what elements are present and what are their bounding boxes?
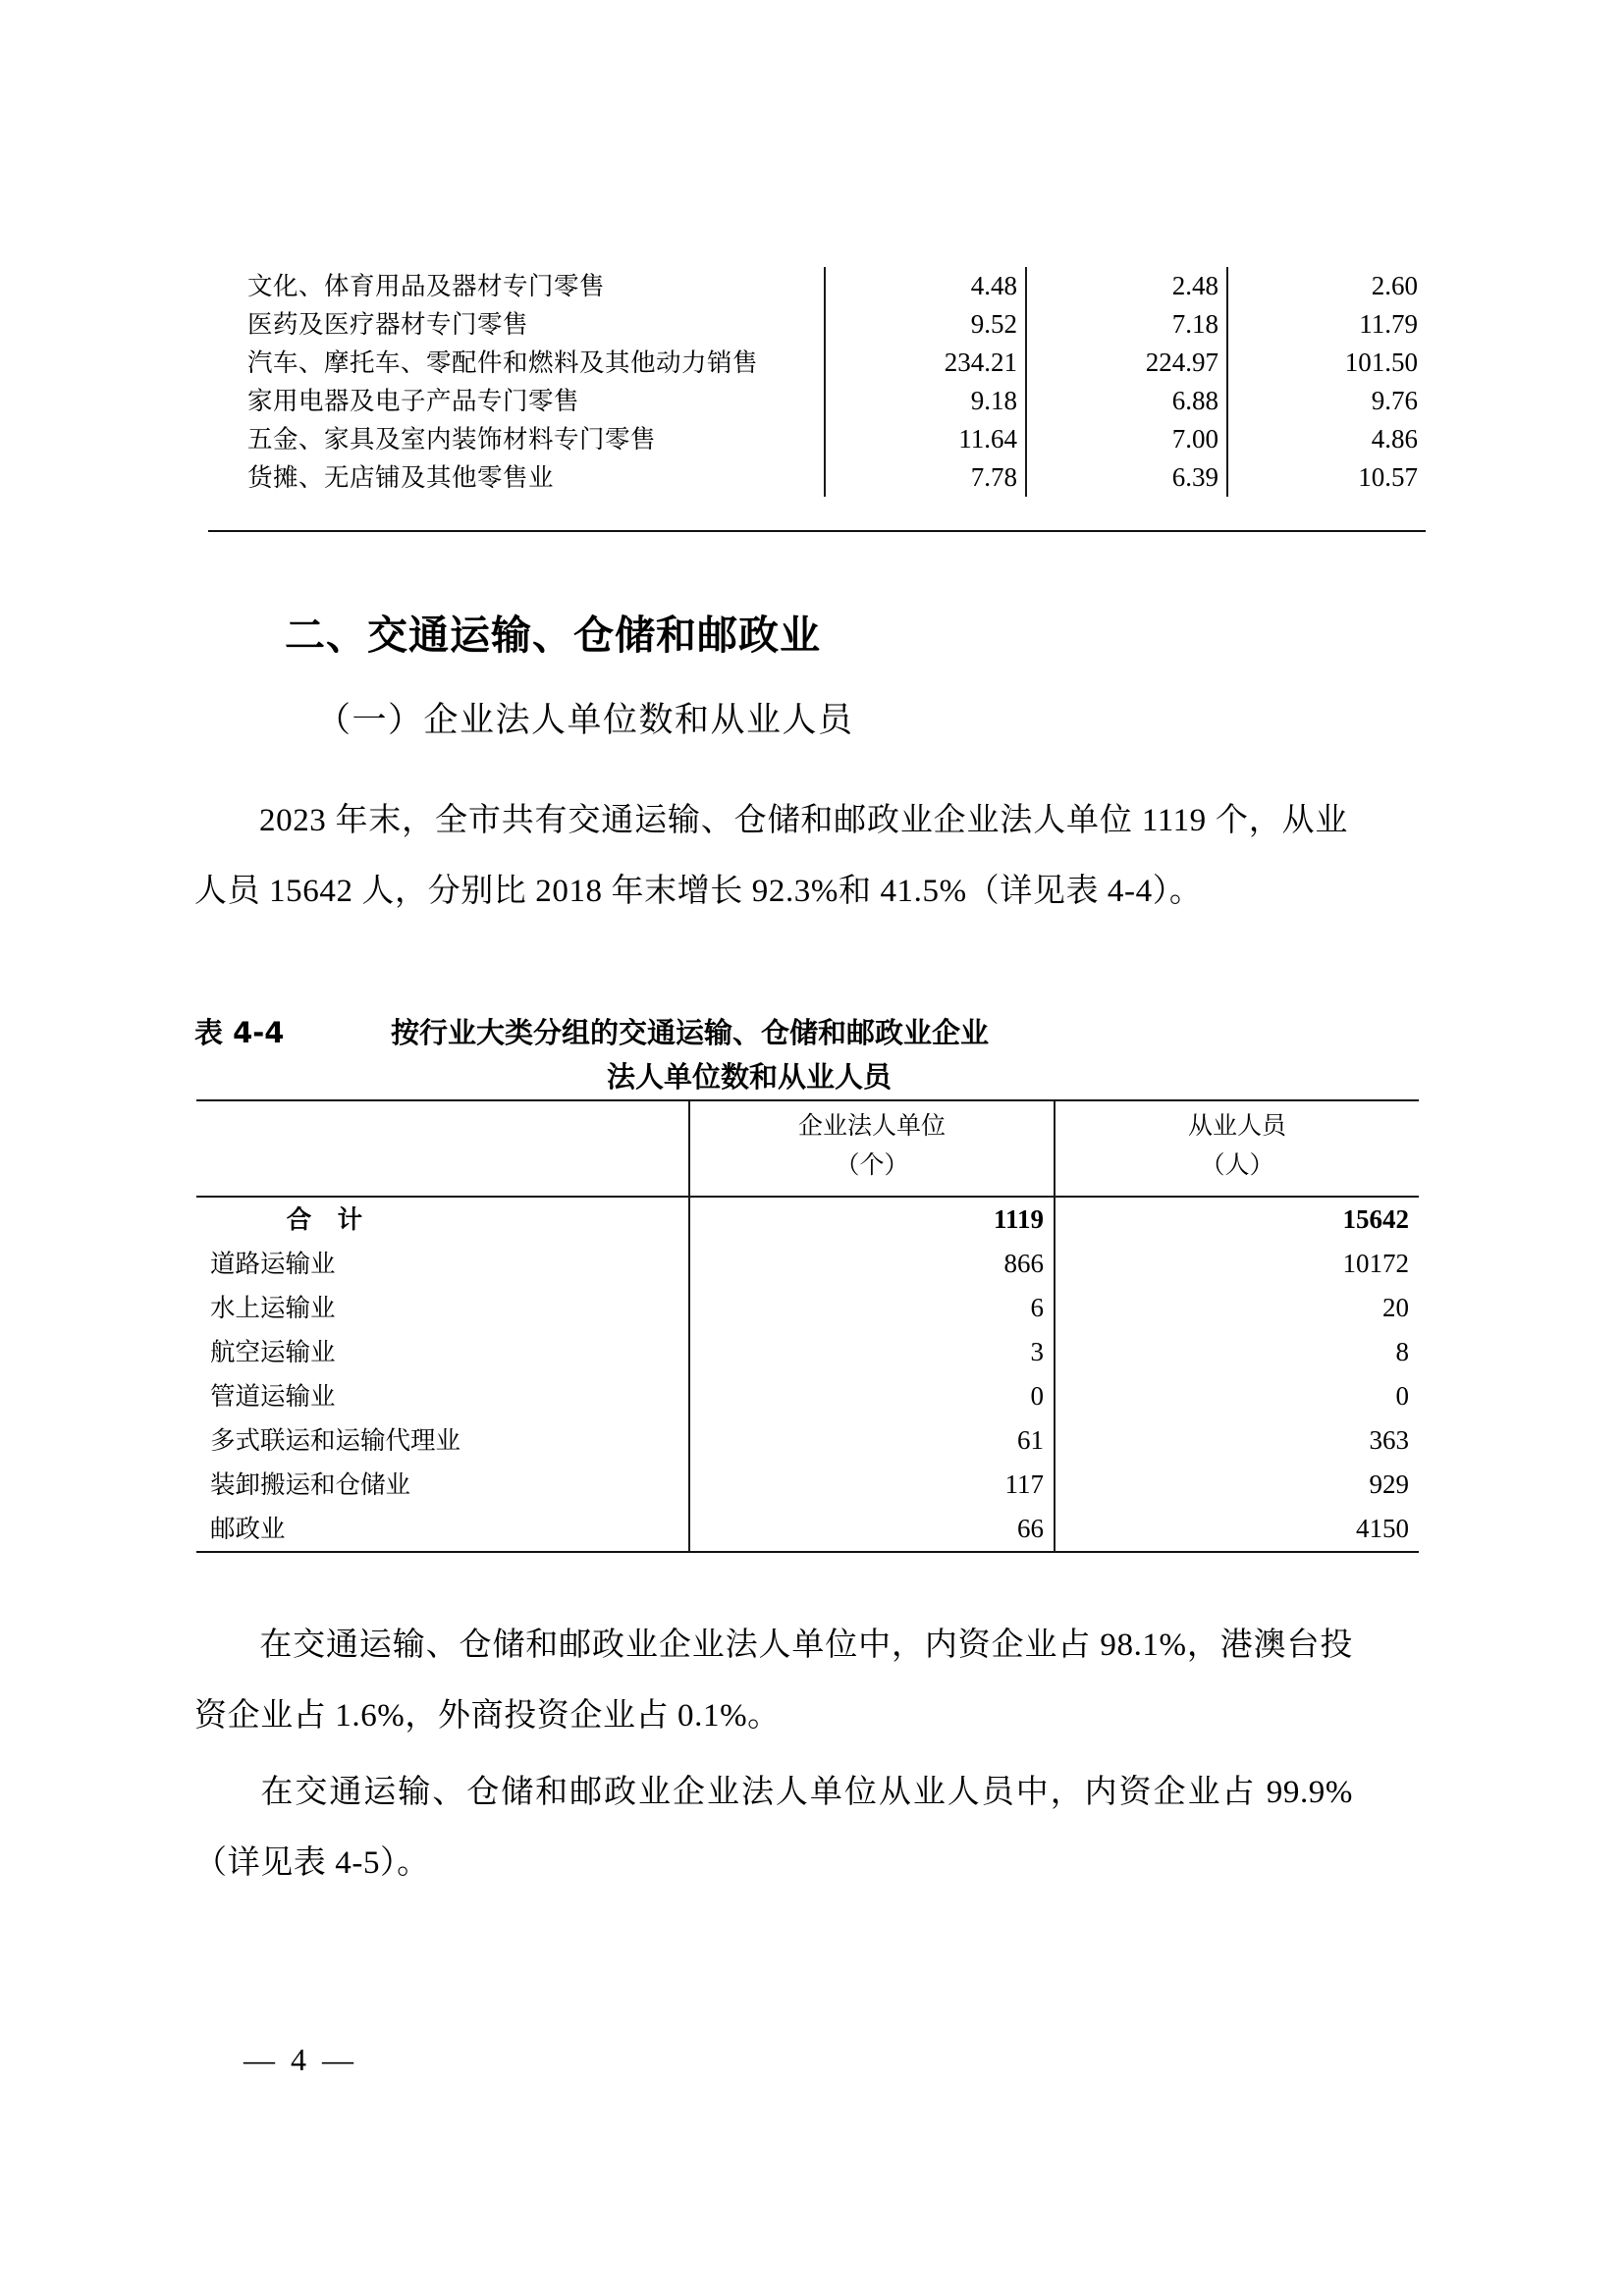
cell-value: 11.79 xyxy=(1227,305,1426,344)
cell-value: 224.97 xyxy=(1026,344,1227,382)
table-row xyxy=(208,267,1426,305)
table-4-4 xyxy=(196,1099,1419,1553)
cell-value: 9.18 xyxy=(825,382,1026,420)
cell-value: 4.86 xyxy=(1227,420,1426,458)
table-row xyxy=(208,420,1426,458)
column-header-unit: （人） xyxy=(1200,1152,1274,1179)
cell-value: 9.52 xyxy=(825,305,1026,344)
cell-value: 7.18 xyxy=(1026,305,1227,344)
row-label: 家用电器及电子产品专门零售 xyxy=(247,387,580,415)
table-bottom-rule xyxy=(196,1552,1419,1553)
cell-employees-value: 20 xyxy=(1055,1286,1419,1330)
table-4-4-number: 表 4-4 xyxy=(194,1016,285,1049)
table-row xyxy=(196,1507,1419,1552)
table-header-row xyxy=(196,1100,1419,1197)
cell-employees-value: 4150 xyxy=(1055,1507,1419,1552)
row-label: 装卸搬运和仓储业 xyxy=(210,1470,411,1499)
cell-employees-value: 363 xyxy=(1055,1418,1419,1463)
column-header xyxy=(689,1100,1055,1197)
rule-segment xyxy=(689,1552,1055,1553)
cell-value: 2.60 xyxy=(1227,267,1426,305)
cell-value: 10.57 xyxy=(1227,458,1426,497)
row-label: 医药及医疗器材专门零售 xyxy=(247,310,529,339)
cell-units-value: 0 xyxy=(689,1374,1055,1418)
cell-value: 9.76 xyxy=(1227,382,1426,420)
cell-value: 234.21 xyxy=(825,344,1026,382)
top-table-bottom-rule xyxy=(208,530,1426,532)
cell-employees-value: 10172 xyxy=(1055,1242,1419,1286)
table-4-4-caption xyxy=(194,1011,1422,1095)
section-subheading: （一）企业法人单位数和从业人员 xyxy=(316,701,854,739)
total-employees-value: 15642 xyxy=(1055,1197,1419,1242)
cell-value: 11.64 xyxy=(825,420,1026,458)
top-continued-table xyxy=(208,267,1426,497)
table-row xyxy=(196,1418,1419,1463)
paragraph-1 xyxy=(194,785,1348,927)
cell-value: 7.00 xyxy=(1026,420,1227,458)
retail-table xyxy=(208,267,1426,497)
paragraph-2-text: 在交通运输、仓储和邮政业企业法人单位中，内资企业占 98.1%，港澳台投资企业占 1.6%，外商投资企业占 0.1%。 xyxy=(194,1628,1353,1734)
table-row xyxy=(208,344,1426,382)
table-row xyxy=(196,1242,1419,1286)
paragraph-1-text: 2023 年末，全市共有交通运输、仓储和邮政业企业法人单位 1119 个，从业人员 15642 人，分别比 2018 年末增长 92.3%和 41.5%（详见表 4-4）。 xyxy=(194,803,1348,909)
cell-units-value: 117 xyxy=(689,1463,1055,1507)
cell-value: 101.50 xyxy=(1227,344,1426,382)
table-total-row xyxy=(196,1197,1419,1242)
table-row xyxy=(208,305,1426,344)
transport-enterprise-table xyxy=(196,1099,1419,1553)
header-blank-cell xyxy=(196,1100,689,1197)
cell-units-value: 61 xyxy=(689,1418,1055,1463)
table-row xyxy=(196,1330,1419,1374)
cell-employees-value: 0 xyxy=(1055,1374,1419,1418)
row-label: 文化、体育用品及器材专门零售 xyxy=(247,272,606,300)
table-4-4-title-line2: 法人单位数和从业人员 xyxy=(606,1060,892,1094)
table-row xyxy=(208,382,1426,420)
cell-value: 6.39 xyxy=(1026,458,1227,497)
row-label: 水上运输业 xyxy=(210,1294,336,1322)
row-label: 汽车、摩托车、零配件和燃料及其他动力销售 xyxy=(247,348,759,377)
column-header-unit: （个） xyxy=(835,1152,909,1179)
section-heading: 二、交通运输、仓储和邮政业 xyxy=(285,612,821,659)
cell-value: 4.48 xyxy=(825,267,1026,305)
rule-segment xyxy=(196,1552,689,1553)
row-label: 五金、家具及室内装饰材料专门零售 xyxy=(247,425,657,454)
row-label: 道路运输业 xyxy=(210,1250,336,1278)
total-row-label: 合 计 xyxy=(196,1197,689,1242)
table-4-4-title-line1: 按行业大类分组的交通运输、仓储和邮政业企业 xyxy=(391,1016,990,1049)
total-units-value: 1119 xyxy=(689,1197,1055,1242)
page-number: — 4 — xyxy=(244,2042,357,2077)
column-header-name: 企业法人单位 xyxy=(797,1113,946,1140)
column-header-name: 从业人员 xyxy=(1187,1113,1286,1140)
paragraph-3 xyxy=(194,1757,1353,1898)
row-label: 多式联运和运输代理业 xyxy=(210,1426,461,1455)
cell-value: 6.88 xyxy=(1026,382,1227,420)
cell-employees-value: 929 xyxy=(1055,1463,1419,1507)
cell-units-value: 66 xyxy=(689,1507,1055,1552)
table-row xyxy=(196,1374,1419,1418)
paragraph-2 xyxy=(194,1610,1353,1751)
table-row xyxy=(196,1286,1419,1330)
cell-value: 7.78 xyxy=(825,458,1026,497)
row-label: 邮政业 xyxy=(210,1515,286,1543)
row-label: 管道运输业 xyxy=(210,1382,336,1411)
paragraph-3-text: 在交通运输、仓储和邮政业企业法人单位从业人员中，内资企业占 99.9%（详见表 4-5）。 xyxy=(194,1775,1353,1881)
rule-segment xyxy=(1055,1552,1419,1553)
cell-units-value: 3 xyxy=(689,1330,1055,1374)
cell-units-value: 6 xyxy=(689,1286,1055,1330)
row-label: 货摊、无店铺及其他零售业 xyxy=(247,463,555,492)
table-row xyxy=(208,458,1426,497)
cell-employees-value: 8 xyxy=(1055,1330,1419,1374)
cell-value: 2.48 xyxy=(1026,267,1227,305)
column-header xyxy=(1055,1100,1419,1197)
table-row xyxy=(196,1463,1419,1507)
cell-units-value: 866 xyxy=(689,1242,1055,1286)
row-label: 航空运输业 xyxy=(210,1338,336,1366)
